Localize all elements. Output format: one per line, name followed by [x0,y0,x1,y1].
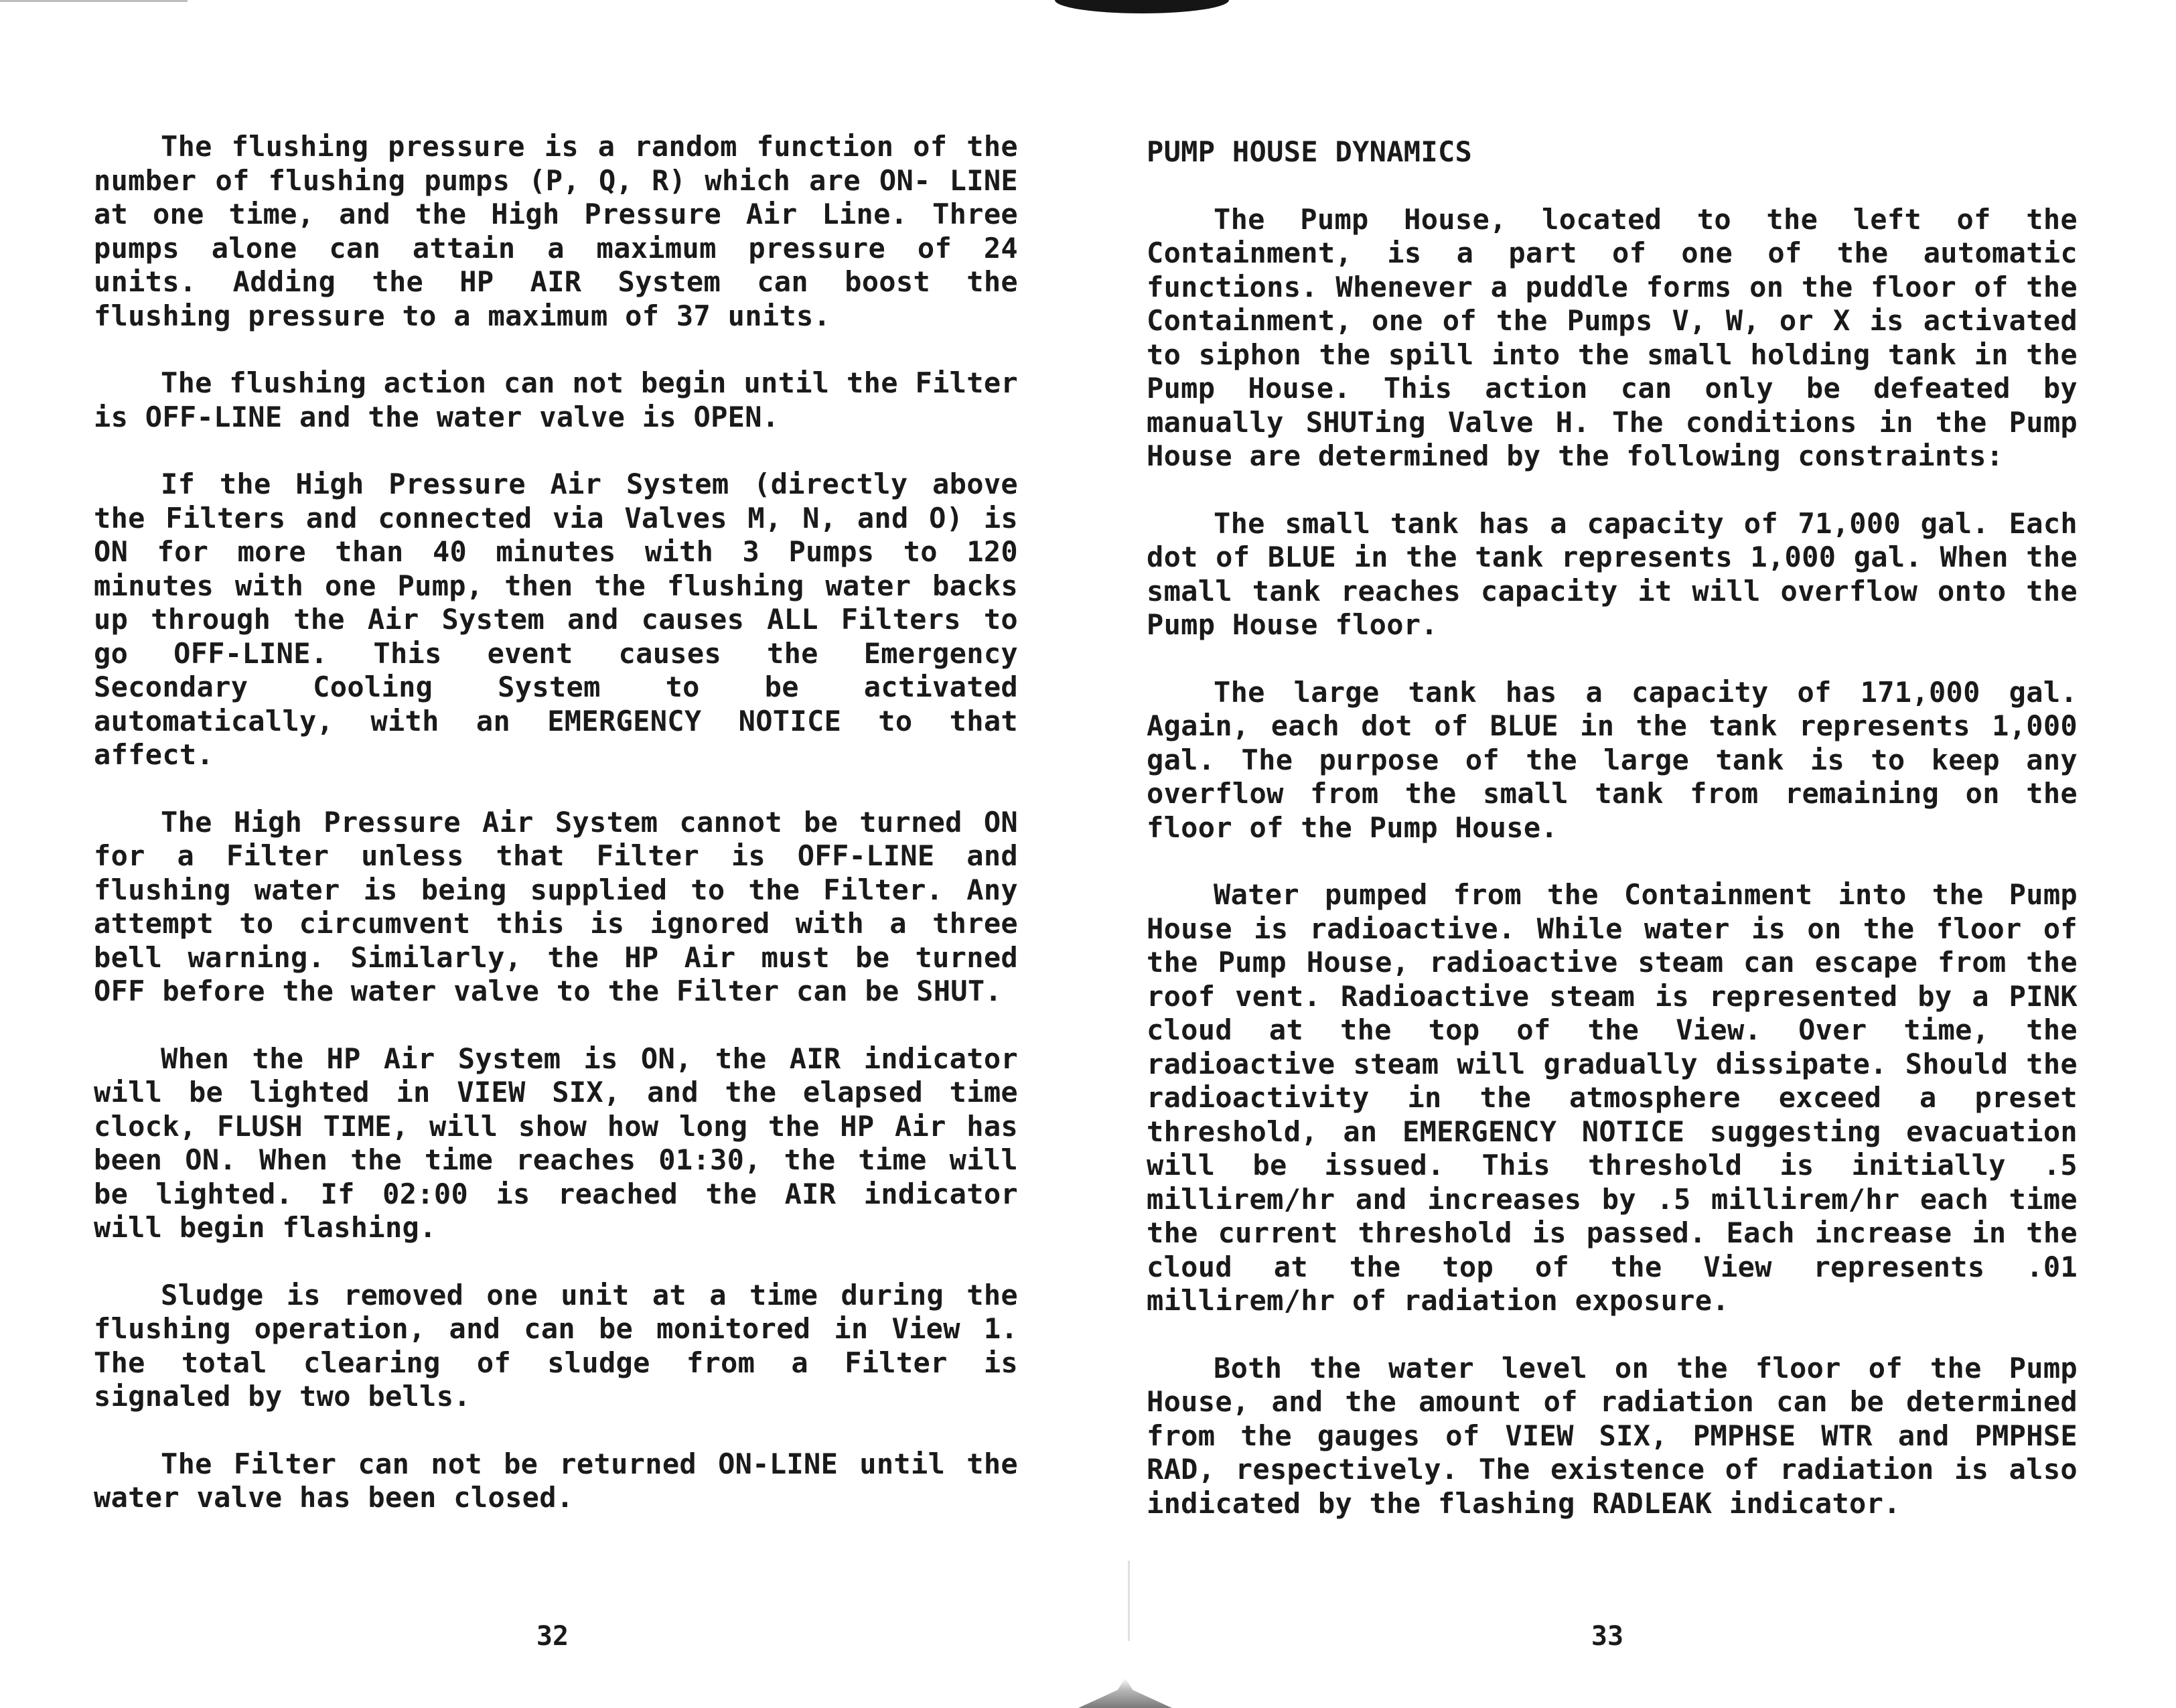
paragraph: The small tank has a capacity of 71,000 gal. Each dot of BLUE in the tank represents 1,000 gal. When the small tank reaches capacity it will overflow onto the Pump House floor. [1147,506,2078,641]
left-page-body [94,130,1018,1549]
paragraph: The Pump House, located to the left of the Containment, is a part of one of the automatic functions. Whenever a puddle forms on the floor of the Containment, one of the Pumps V, W, or X is activated to siphon the spill into the small holding tank in the Pump House. This action can only be defeated by manually SHUTing Valve H. The conditions in the Pump House are determined by the following constraints: [1147,202,2078,472]
page-number: 32 [536,1621,569,1652]
right-page [1088,0,2176,1708]
paragraph: The High Pressure Air System cannot be turned ON for a Filter unless that Filter is OFF-LINE and flushing water is being supplied to the Filter. Any attempt to circumvent this is ignored with a three bell warning. Similarly, the HP Air must be turned OFF before the water valve to the Filter can be SHUT. [94,805,1018,1007]
paragraph: The flushing action can not begin until the Filter is OFF-LINE and the water valve is OPEN. [94,366,1018,433]
paragraph: The Filter can not be returned ON-LINE until the water valve has been closed. [94,1447,1018,1514]
paragraph: Water pumped from the Containment into the Pump House is radioactive. While water is on the floor of the Pump House, radioactive steam can escape from the roof vent. Radioactive steam is represented by a PINK cloud at the top of the View. Over time, the radioactive steam will gradually dissipate. Should the radioactivity in the atmosphere exceed a preset threshold, an EMERGENCY NOTICE suggesting evacuation will be issued. This threshold is initially .5 millirem/hr and increases by .5 millirem/hr each time the current threshold is passed. Each increase in the cloud at the top of the View represents .01 millirem/hr of radiation exposure. [1147,878,2078,1317]
paragraph: Sludge is removed one unit at a time during the flushing operation, and can be monitored in View 1. The total clearing of sludge from a Filter is signaled by two bells. [94,1278,1018,1413]
section-title: PUMP HOUSE DYNAMICS [1147,135,1473,168]
paragraph: If the High Pressure Air System (directly above the Filters and connected via Valves M, N, and O) is ON for more than 40 minutes with 3 Pumps to 120 minutes with one Pump, then the flushing water backs up through the Air System and causes ALL Filters to go OFF-LINE. This event causes the Emergency Secondary Cooling System to be activated automatically, with an EMERGENCY NOTICE to that affect. [94,468,1018,771]
page-number: 33 [1591,1621,1624,1652]
paragraph: The large tank has a capacity of 171,000 gal. Again, each dot of BLUE in the tank represents 1,000 gal. The purpose of the large tank is to keep any overflow from the small tank from remaining on the floor of the Pump House. [1147,675,2078,844]
paragraph: When the HP Air System is ON, the AIR indicator will be lighted in VIEW SIX, and the elapsed time clock, FLUSH TIME, will show how long the HP Air has been ON. When the time reaches 01:30, the time will be lighted. If 02:00 is reached the AIR indicator will begin flashing. [94,1042,1018,1244]
paragraph: The flushing pressure is a random function of the number of flushing pumps (P, Q, R) which are ON- LINE at one time, and the High Pressure Air Line. Three pumps alone can attain a maximum pressure of 24 units. Adding the HP AIR System can boost the flushing pressure to a maximum of 37 units. [94,130,1018,332]
paragraph: Both the water level on the floor of the Pump House, and the amount of radiation can be determined from the gauges of VIEW SIX, PMPHSE WTR and PMPHSE RAD, respectively. The existence of radiation is also indicated by the flashing RADLEAK indicator. [1147,1351,2078,1520]
right-page-body [1147,135,2078,1554]
